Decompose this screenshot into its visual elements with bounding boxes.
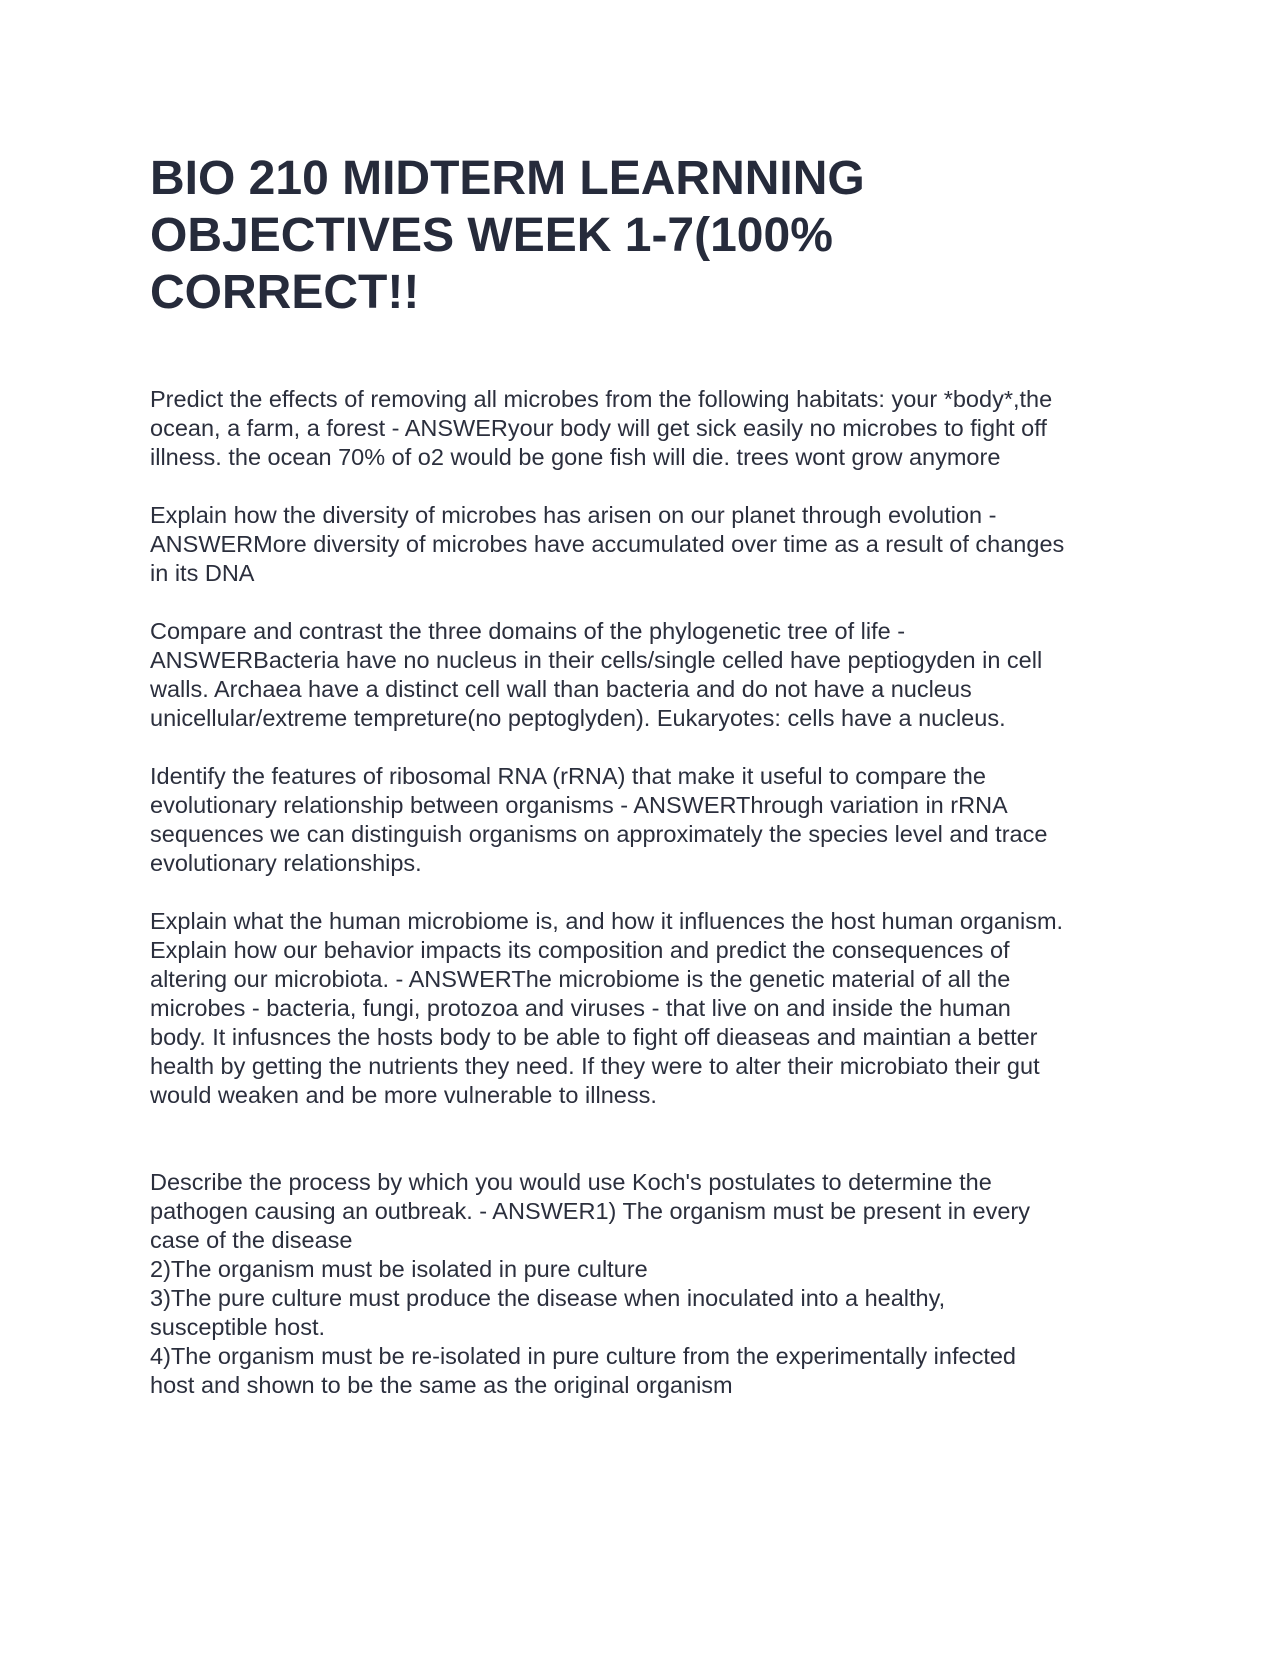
text-line: sequences we can distinguish organisms on approximately the species level and trace (150, 821, 1048, 847)
text-line: Explain how the diversity of microbes has arisen on our planet through evolution - (150, 502, 997, 528)
text-line: 4)The organism must be re-isolated in pure culture from the experimentally infected (150, 1343, 1016, 1369)
text-line: body. It infusnces the hosts body to be able to fight off dieaseas and maintian a better (150, 1024, 1038, 1050)
text-line: walls. Archaea have a distinct cell wall than bacteria and do not have a nucleus (150, 676, 972, 702)
text-line: Compare and contrast the three domains of the phylogenetic tree of life - (150, 618, 906, 644)
text-line: pathogen causing an outbreak. - ANSWER1) The organism must be present in every (150, 1198, 1030, 1224)
text-line: unicellular/extreme tempreture(no peptoglyden). Eukaryotes: cells have a nucleus. (150, 705, 1006, 731)
text-line: 2)The organism must be isolated in pure culture (150, 1256, 648, 1282)
text-line: evolutionary relationship between organisms - ANSWERThrough variation in rRNA (150, 792, 1008, 818)
text-line: Explain what the human microbiome is, and how it influences the host human organism. (150, 908, 1064, 934)
text-line: ocean, a farm, a forest - ANSWERyour body will get sick easily no microbes to fight off (150, 415, 1047, 441)
text-line: illness. the ocean 70% of o2 would be gone fish will die. trees wont grow anymore (150, 444, 1001, 470)
document-title (150, 150, 950, 321)
text-line: altering our microbiota. - ANSWERThe microbiome is the genetic material of all the (150, 966, 1011, 992)
text-line: evolutionary relationships. (150, 850, 422, 876)
title-line: CORRECT!! (150, 266, 420, 319)
text-line: in its DNA (150, 560, 255, 586)
question-answer-paragraph (150, 501, 1140, 588)
title-line: BIO 210 MIDTERM LEARNNING (150, 152, 865, 205)
question-answer-paragraph (150, 617, 1140, 733)
text-line: case of the disease (150, 1227, 353, 1253)
question-answer-paragraph (150, 762, 1140, 878)
text-line: ANSWERMore diversity of microbes have accumulated over time as a result of changes (150, 531, 1065, 557)
question-answer-paragraph (150, 1168, 1140, 1400)
document-body (150, 385, 1140, 1400)
text-line: Describe the process by which you would use Koch's postulates to determine the (150, 1169, 992, 1195)
text-line: Explain how our behavior impacts its composition and predict the consequences of (150, 937, 1010, 963)
question-answer-paragraph (150, 907, 1140, 1110)
text-line: health by getting the nutrients they need. If they were to alter their microbiato their gut (150, 1053, 1040, 1079)
document-page (150, 150, 1140, 1400)
question-answer-paragraph (150, 385, 1140, 472)
text-line: susceptible host. (150, 1314, 326, 1340)
text-line: ANSWERBacteria have no nucleus in their cells/single celled have peptiogyden in cell (150, 647, 1043, 673)
text-line: would weaken and be more vulnerable to illness. (150, 1082, 657, 1108)
text-line: Predict the effects of removing all microbes from the following habitats: your *body*,the (150, 386, 1053, 412)
text-line: 3)The pure culture must produce the disease when inoculated into a healthy, (150, 1285, 946, 1311)
text-line: Identify the features of ribosomal RNA (rRNA) that make it useful to compare the (150, 763, 986, 789)
title-line: OBJECTIVES WEEK 1-7(100% (150, 209, 833, 262)
text-line: host and shown to be the same as the original organism (150, 1372, 733, 1398)
text-line: microbes - bacteria, fungi, protozoa and viruses - that live on and inside the human (150, 995, 1011, 1021)
